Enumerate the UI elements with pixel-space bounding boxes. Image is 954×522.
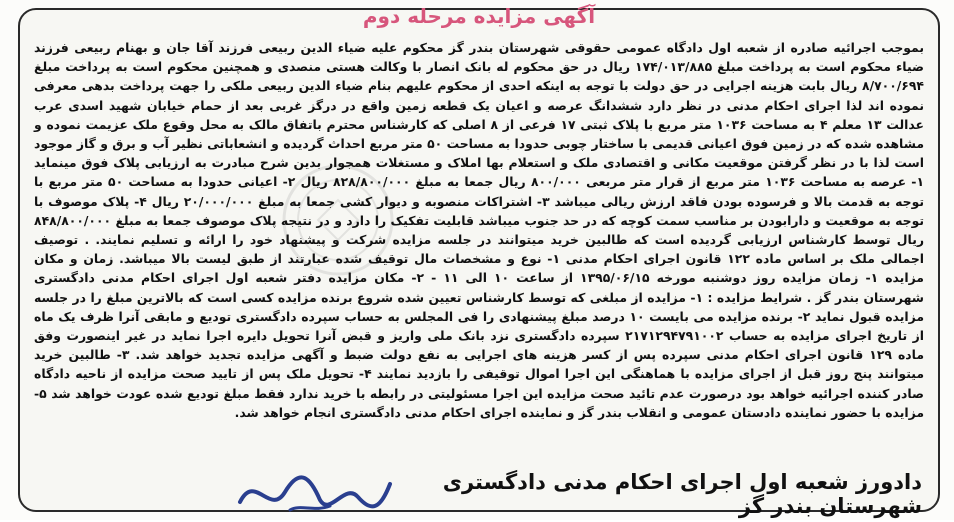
notice-body-paragraph: بموجب اجرائیه صادره از شعبه اول دادگاه عمومی حقوقی شهرستان بندر گز محکوم علیه ضیاء الدین ربیعی فرزند آقا جان و بهنام ربیعی فرزند ضیاء محکوم است به پرداخت مبلغ ۱۷۴/۰۱۳/۸۸۵ ریال در حق محکوم له بانک انصار با وکالت هستی منصدی و همچنین محکوم است به پرداخت مبلغ ۸/۷۰۰/۶۹۴ ریال بابت هزینه اجرایی در حق دولت با توجه به اینکه احدی از محکوم علیهم بنام ضیاء الدین ربیعی ملکی را جهت پرداخت بدهی معرفی نموده اند لذا اجرای احکام مدنی در نظر دارد ششدانگ عرصه و اعیان یک قطعه زمین واقع در درگز غربی بعد از حمام خیابان شهید اسدی عرب عدالت ۱۳ معلم ۴ به مساحت ۱۰۳۶ متر مربع با پلاک ثبتی ۱۷ فرعی از ۸ اصلی که کارشناس محترم باتفاق مالک به محل وقوع ملک عزیمت نموده و مشاهده شده که در زمین فوق اعیانی قدیمی با ساختار چوبی حدودا به مساحت ۵۰ متر مربع احداث گردیده و انشعاباتی نظیر آب و برق و گاز موجود است لذا با در نظر گرفتن موقعیت مکانی و اقتصادی ملک و استعلام بها املاک و مستغلات همجوار بدین شرح مبادرت به ارزیابی پلاک فوق مینماید ۱- عرصه به مساحت ۱۰۳۶ متر مربع از قرار متر مربعی ۸۰۰/۰۰۰ ریال جمعا به مبلغ ۸۲۸/۸۰۰/۰۰۰ ریال ۲- اعیانی حدودا به مساحت ۵۰ متر مربع با توجه به قدمت بالا و فرسوده بودن فاقد ارزش ریالی میباشد ۳- اشتراکات منصوبه و دیوار کشی جمعا به مبلغ ۲۰/۰۰۰/۰۰۰ ریال ۴- پلاک موصوف با توجه به موقعیت و دارابودن بر مناسب سمت کوچه که در حد جنوب میباشد قابلیت تفکیک را دارد و در نتیجه پلاک موصوف جمعا به مبلغ ۸۴۸/۸۰۰/۰۰۰ ریال توسط کارشناس ارزیابی گردیده است که طالبین خرید میتوانند در جلسه مزایده شرکت و پیشنهاد خود را ارائه و تسلیم نمایند. . توصیف اجمالی ملک بر اساس ماده ۱۲۲ قانون اجرای احکام مدنی ۱- نوع و مشخصات مال توقیف شده عبارتند از طبق لیست بالا میباشد. زمان و مکان مزایده ۱- زمان مزایده روز دوشنبه مورخه ۱۳۹۵/۰۶/۱۵ از ساعت ۱۰ الی ۱۱ - ۲- مکان مزایده دفتر شعبه اول اجرای احکام مدنی دادگستری شهرستان بندر گز . شرایط مزایده : ۱- مزایده از مبلغی که توسط کارشناس تعیین شده شروع برنده مزایده کسی است که بالاترین مبلغ را در جلسه مزایده قبول نماید ۲- برنده مزایده می بایست ۱۰ درصد مبلغ پیشنهادی را فی المجلس به حساب سپرده دادگستری تودیع و مابقی آنرا ظرف یک ماه از تاریخ اجرای مزایده به حساب ۲۱۷۱۲۹۴۷۹۱۰۰۲ سپرده دادگستری نزد بانک ملی واریز و قبض آنرا تحویل دایره اجرا نماید در غیر اینصورت وفق ماده ۱۲۹ قانون اجرای احکام مدنی سپرده پس از کسر هزینه های اجرایی به نفع دولت ضبط و آگهی مزایده تجدید خواهد شد. ۳- طالبین خرید میتوانند پنج روز قبل از اجرای مزایده با هماهنگی این اجرا اموال توقیفی را بازدید نمایند ۴- تحویل ملک پس از تایید صحت مزایده از ناحیه دادگاه صادر کننده اجرائیه خواهد بود درصورت عدم تائید صحت مزایده این اجرا مسئولیتی در رابطه با خرید ندارد فقط مبلغ تودیع شده عودت خواهد شد ۵- مزایده با حضور نماینده دادستان عمومی و انقلاب بندر گز و نماینده اجرای احکام مدنی دادگستری انجام خواهد شد.: [34, 40, 925, 420]
notice-signature: دادورز شعبه اول اجرای احکام مدنی دادگستری شهرستان بندر گز: [442, 470, 922, 518]
notice-frame: [18, 4, 940, 518]
handwritten-signature-icon: [230, 462, 400, 522]
notice-body: [34, 38, 924, 422]
notice-title: آگهی مزایده مرحله دوم: [362, 4, 596, 28]
